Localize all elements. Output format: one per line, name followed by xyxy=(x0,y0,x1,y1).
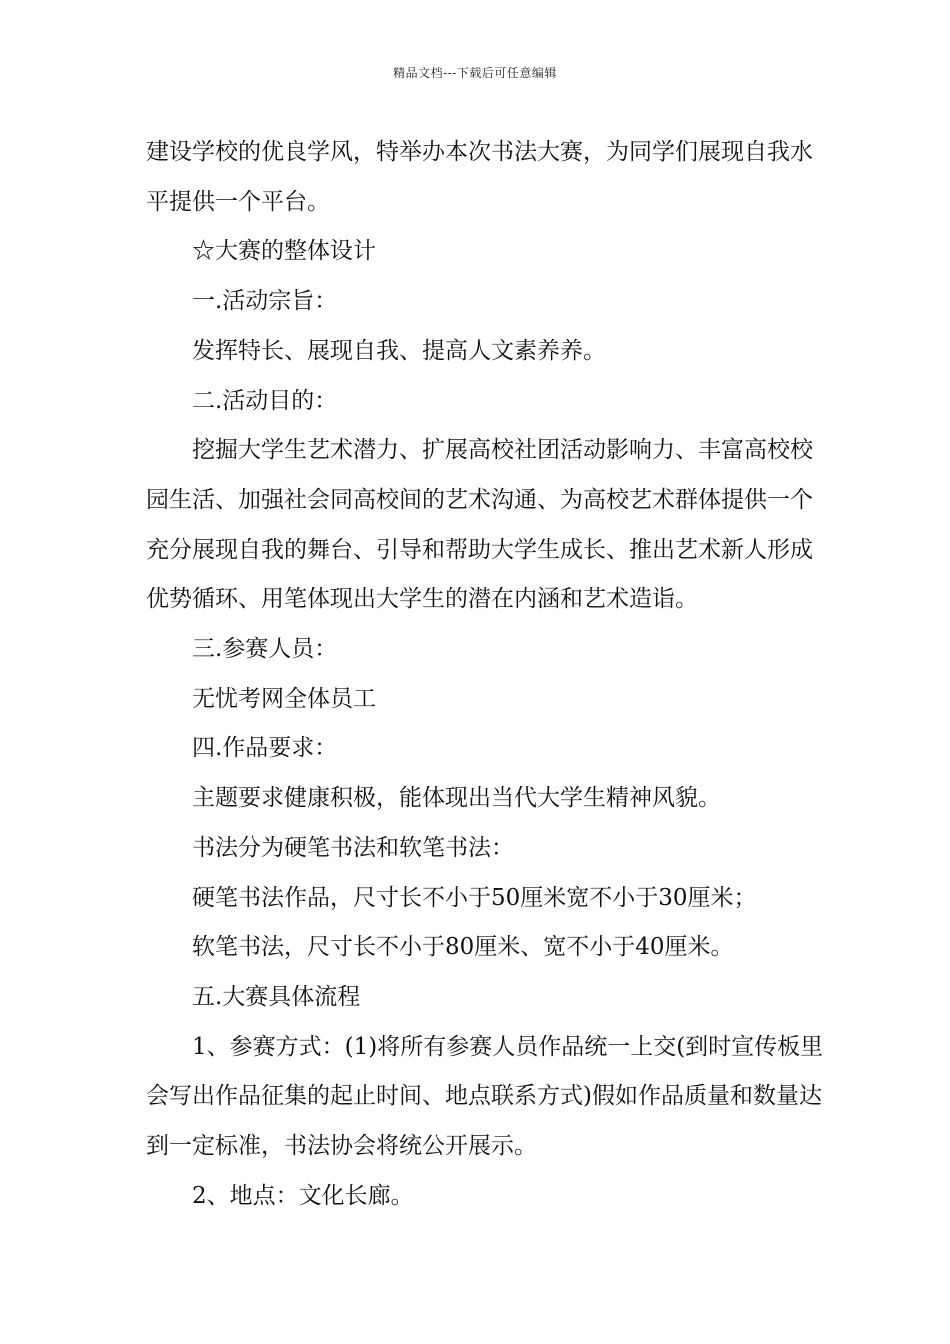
paragraph-line: 到一定标准，书法协会将统公开展示。 xyxy=(146,1133,537,1160)
section-heading: 五.大赛具体流程 xyxy=(192,983,361,1010)
document-body xyxy=(146,128,824,1221)
paragraph-line: 1、参赛方式：(1)将所有参赛人员作品统一上交(到时宣传板里 xyxy=(192,1033,824,1060)
section-heading: 三.参赛人员： xyxy=(192,636,338,663)
paragraph-line: 会写出作品征集的起止时间、地点联系方式)假如作品质量和数量达 xyxy=(146,1083,822,1110)
section-heading: ☆大赛的整体设计 xyxy=(192,238,376,265)
paragraph-line: 充分展现自我的舞台、引导和帮助大学生成长、推出艺术新人形成 xyxy=(146,536,813,563)
paragraph-line: 2、地点：文化长廊。 xyxy=(192,1182,414,1209)
paragraph-line: 平提供一个平台。 xyxy=(146,188,330,215)
paragraph-line: 挖掘大学生艺术潜力、扩展高校社团活动影响力、丰富高校校 xyxy=(192,437,813,464)
section-heading: 四.作品要求： xyxy=(192,735,338,762)
paragraph-line: 建设学校的优良学风，特举办本次书法大赛，为同学们展现自我水 xyxy=(146,139,813,165)
paragraph-line: 软笔书法，尺寸长不小于80厘米、宽不小于40厘米。 xyxy=(192,934,734,961)
paragraph-line: 园生活、加强社会同高校间的艺术沟通、为高校艺术群体提供一个 xyxy=(146,486,813,513)
section-heading: 二.活动目的： xyxy=(192,387,338,414)
paragraph-line: 硬笔书法作品，尺寸长不小于50厘米宽不小于30厘米； xyxy=(192,884,757,911)
paragraph-line: 优势循环、用笔体现出大学生的潜在内涵和艺术造诣。 xyxy=(146,586,698,613)
paragraph-line: 发挥特长、展现自我、提高人文素养养。 xyxy=(192,337,606,364)
section-heading: 一.活动宗旨： xyxy=(192,288,338,315)
paragraph-line: 书法分为硬笔书法和软笔书法： xyxy=(192,834,514,861)
paragraph-line: 主题要求健康积极，能体现出当代大学生精神风貌。 xyxy=(192,785,721,812)
page-header: 精品文档---下载后可任意编辑 xyxy=(393,66,557,80)
paragraph-line: 无忧考网全体员工 xyxy=(192,685,376,712)
